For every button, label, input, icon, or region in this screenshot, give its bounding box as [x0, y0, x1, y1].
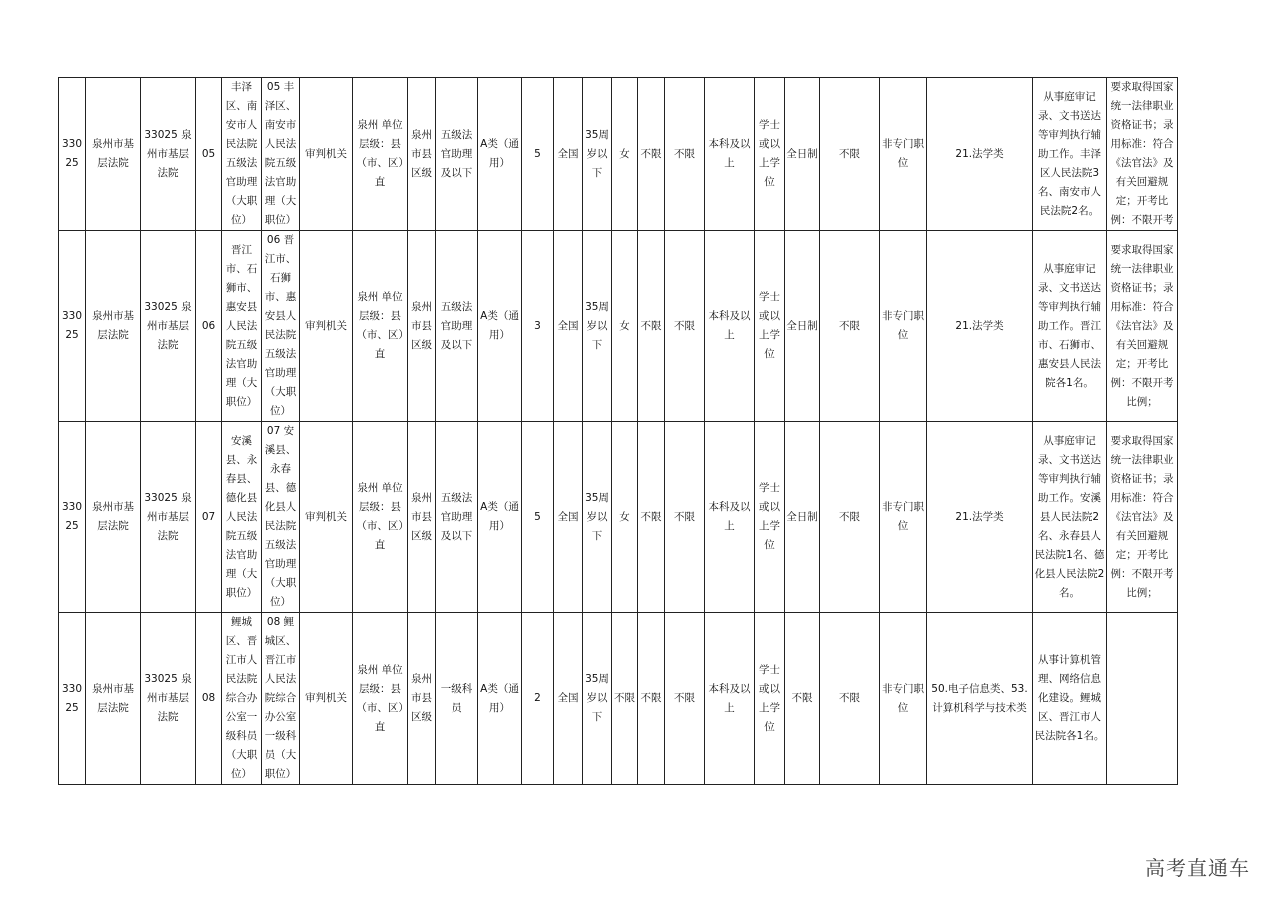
cell-code: 33025 — [59, 613, 86, 785]
cell-unit-level: 泉州 单位层级：县（市、区）直 — [353, 231, 408, 422]
watermark: 高考直通车 — [1145, 856, 1250, 880]
cell-degree: 学士或以上学位 — [755, 613, 785, 785]
cell-no: 05 — [196, 78, 222, 231]
recruitment-table — [58, 77, 1178, 785]
table-row — [59, 78, 1178, 231]
cell-scope: 全国 — [554, 422, 583, 613]
cell-unit: 泉州市基层法院 — [86, 613, 141, 785]
cell-note — [1107, 613, 1178, 785]
cell-age: 35周岁以下 — [583, 613, 612, 785]
cell-special: 非专门职位 — [880, 231, 927, 422]
cell-political: 不限 — [665, 613, 705, 785]
cell-position-unit: 鲤城区、晋江市人民法院综合办公室一级科员（大职位） — [222, 613, 262, 785]
cell-exam-type: A类（通用） — [478, 78, 522, 231]
cell-age: 35周岁以下 — [583, 78, 612, 231]
cell-other: 不限 — [820, 78, 880, 231]
cell-gender: 女 — [612, 231, 638, 422]
cell-gender: 不限 — [612, 613, 638, 785]
cell-political: 不限 — [665, 78, 705, 231]
cell-count: 2 — [522, 613, 554, 785]
cell-gender: 女 — [612, 78, 638, 231]
table-row — [59, 422, 1178, 613]
cell-code: 33025 — [59, 422, 86, 613]
cell-position-unit: 晋江市、石狮市、惠安县人民法院五级法官助理（大职位） — [222, 231, 262, 422]
cell-education: 本科及以上 — [705, 231, 755, 422]
cell-org-type: 审判机关 — [300, 231, 353, 422]
cell-other: 不限 — [820, 613, 880, 785]
cell-major: 21.法学类 — [927, 422, 1033, 613]
cell-unit: 泉州市基层法院 — [86, 78, 141, 231]
cell-region: 泉州市县区级 — [408, 78, 436, 231]
cell-unit-level: 泉州 单位层级：县（市、区）直 — [353, 613, 408, 785]
cell-age: 35周岁以下 — [583, 422, 612, 613]
cell-duty: 从事庭审记录、文书送达等审判执行辅助工作。丰泽区人民法院3名、南安市人民法院2名。 — [1033, 78, 1107, 231]
cell-position-name: 05 丰泽区、南安市人民法院五级法官助理（大职位） — [262, 78, 300, 231]
cell-education: 本科及以上 — [705, 422, 755, 613]
cell-political: 不限 — [665, 422, 705, 613]
cell-nation: 不限 — [638, 613, 665, 785]
cell-scope: 全国 — [554, 613, 583, 785]
cell-exam-type: A类（通用） — [478, 231, 522, 422]
cell-unit: 泉州市基层法院 — [86, 422, 141, 613]
cell-unit-level: 泉州 单位层级：县（市、区）直 — [353, 78, 408, 231]
cell-special: 非专门职位 — [880, 78, 927, 231]
cell-position-unit: 丰泽区、南安市人民法院五级法官助理（大职位） — [222, 78, 262, 231]
cell-unit-code: 33025 泉州市基层法院 — [141, 231, 196, 422]
cell-note: 要求取得国家统一法律职业资格证书；录用标准：符合《法官法》及有关回避规定；开考比例：不限开考比例； — [1107, 422, 1178, 613]
cell-gender: 女 — [612, 422, 638, 613]
cell-degree: 学士或以上学位 — [755, 78, 785, 231]
cell-scope: 全国 — [554, 78, 583, 231]
cell-position-name: 07 安溪县、永春县、德化县人民法院五级法官助理（大职位） — [262, 422, 300, 613]
cell-major: 50.电子信息类、53.计算机科学与技术类 — [927, 613, 1033, 785]
cell-study-mode: 全日制 — [785, 422, 820, 613]
cell-rank: 五级法官助理及以下 — [436, 78, 478, 231]
cell-unit-code: 33025 泉州市基层法院 — [141, 78, 196, 231]
cell-study-mode: 全日制 — [785, 231, 820, 422]
cell-major: 21.法学类 — [927, 78, 1033, 231]
cell-duty: 从事庭审记录、文书送达等审判执行辅助工作。晋江市、石狮市、惠安县人民法院各1名。 — [1033, 231, 1107, 422]
cell-unit: 泉州市基层法院 — [86, 231, 141, 422]
cell-education: 本科及以上 — [705, 613, 755, 785]
cell-org-type: 审判机关 — [300, 613, 353, 785]
cell-org-type: 审判机关 — [300, 422, 353, 613]
cell-other: 不限 — [820, 231, 880, 422]
cell-code: 33025 — [59, 231, 86, 422]
cell-rank: 五级法官助理及以下 — [436, 422, 478, 613]
cell-rank: 一级科员 — [436, 613, 478, 785]
table-row — [59, 231, 1178, 422]
cell-duty: 从事计算机管理、网络信息化建设。鲤城区、晋江市人民法院各1名。 — [1033, 613, 1107, 785]
cell-exam-type: A类（通用） — [478, 613, 522, 785]
cell-degree: 学士或以上学位 — [755, 422, 785, 613]
cell-study-mode: 全日制 — [785, 78, 820, 231]
cell-region: 泉州市县区级 — [408, 613, 436, 785]
cell-education: 本科及以上 — [705, 78, 755, 231]
cell-region: 泉州市县区级 — [408, 231, 436, 422]
cell-count: 5 — [522, 78, 554, 231]
cell-count: 5 — [522, 422, 554, 613]
cell-position-name: 06 晋江市、石狮市、惠安县人民法院五级法官助理（大职位） — [262, 231, 300, 422]
cell-unit-code: 33025 泉州市基层法院 — [141, 422, 196, 613]
cell-unit-level: 泉州 单位层级：县（市、区）直 — [353, 422, 408, 613]
cell-political: 不限 — [665, 231, 705, 422]
cell-exam-type: A类（通用） — [478, 422, 522, 613]
cell-no: 07 — [196, 422, 222, 613]
cell-count: 3 — [522, 231, 554, 422]
cell-nation: 不限 — [638, 422, 665, 613]
cell-study-mode: 不限 — [785, 613, 820, 785]
cell-age: 35周岁以下 — [583, 231, 612, 422]
cell-note: 要求取得国家统一法律职业资格证书；录用标准：符合《法官法》及有关回避规定；开考比例：不限开考 — [1107, 78, 1178, 231]
cell-degree: 学士或以上学位 — [755, 231, 785, 422]
cell-nation: 不限 — [638, 78, 665, 231]
table-row — [59, 613, 1178, 785]
table-body — [59, 78, 1178, 785]
cell-other: 不限 — [820, 422, 880, 613]
cell-position-name: 08 鲤城区、晋江市人民法院综合办公室一级科员（大职位） — [262, 613, 300, 785]
cell-no: 08 — [196, 613, 222, 785]
cell-position-unit: 安溪县、永春县、德化县人民法院五级法官助理（大职位） — [222, 422, 262, 613]
cell-note: 要求取得国家统一法律职业资格证书；录用标准：符合《法官法》及有关回避规定；开考比例：不限开考比例； — [1107, 231, 1178, 422]
cell-scope: 全国 — [554, 231, 583, 422]
cell-region: 泉州市县区级 — [408, 422, 436, 613]
cell-duty: 从事庭审记录、文书送达等审判执行辅助工作。安溪县人民法院2名、永春县人民法院1名、德化县人民法院2名。 — [1033, 422, 1107, 613]
cell-org-type: 审判机关 — [300, 78, 353, 231]
cell-code: 33025 — [59, 78, 86, 231]
cell-special: 非专门职位 — [880, 613, 927, 785]
cell-major: 21.法学类 — [927, 231, 1033, 422]
cell-rank: 五级法官助理及以下 — [436, 231, 478, 422]
cell-nation: 不限 — [638, 231, 665, 422]
cell-unit-code: 33025 泉州市基层法院 — [141, 613, 196, 785]
cell-no: 06 — [196, 231, 222, 422]
cell-special: 非专门职位 — [880, 422, 927, 613]
